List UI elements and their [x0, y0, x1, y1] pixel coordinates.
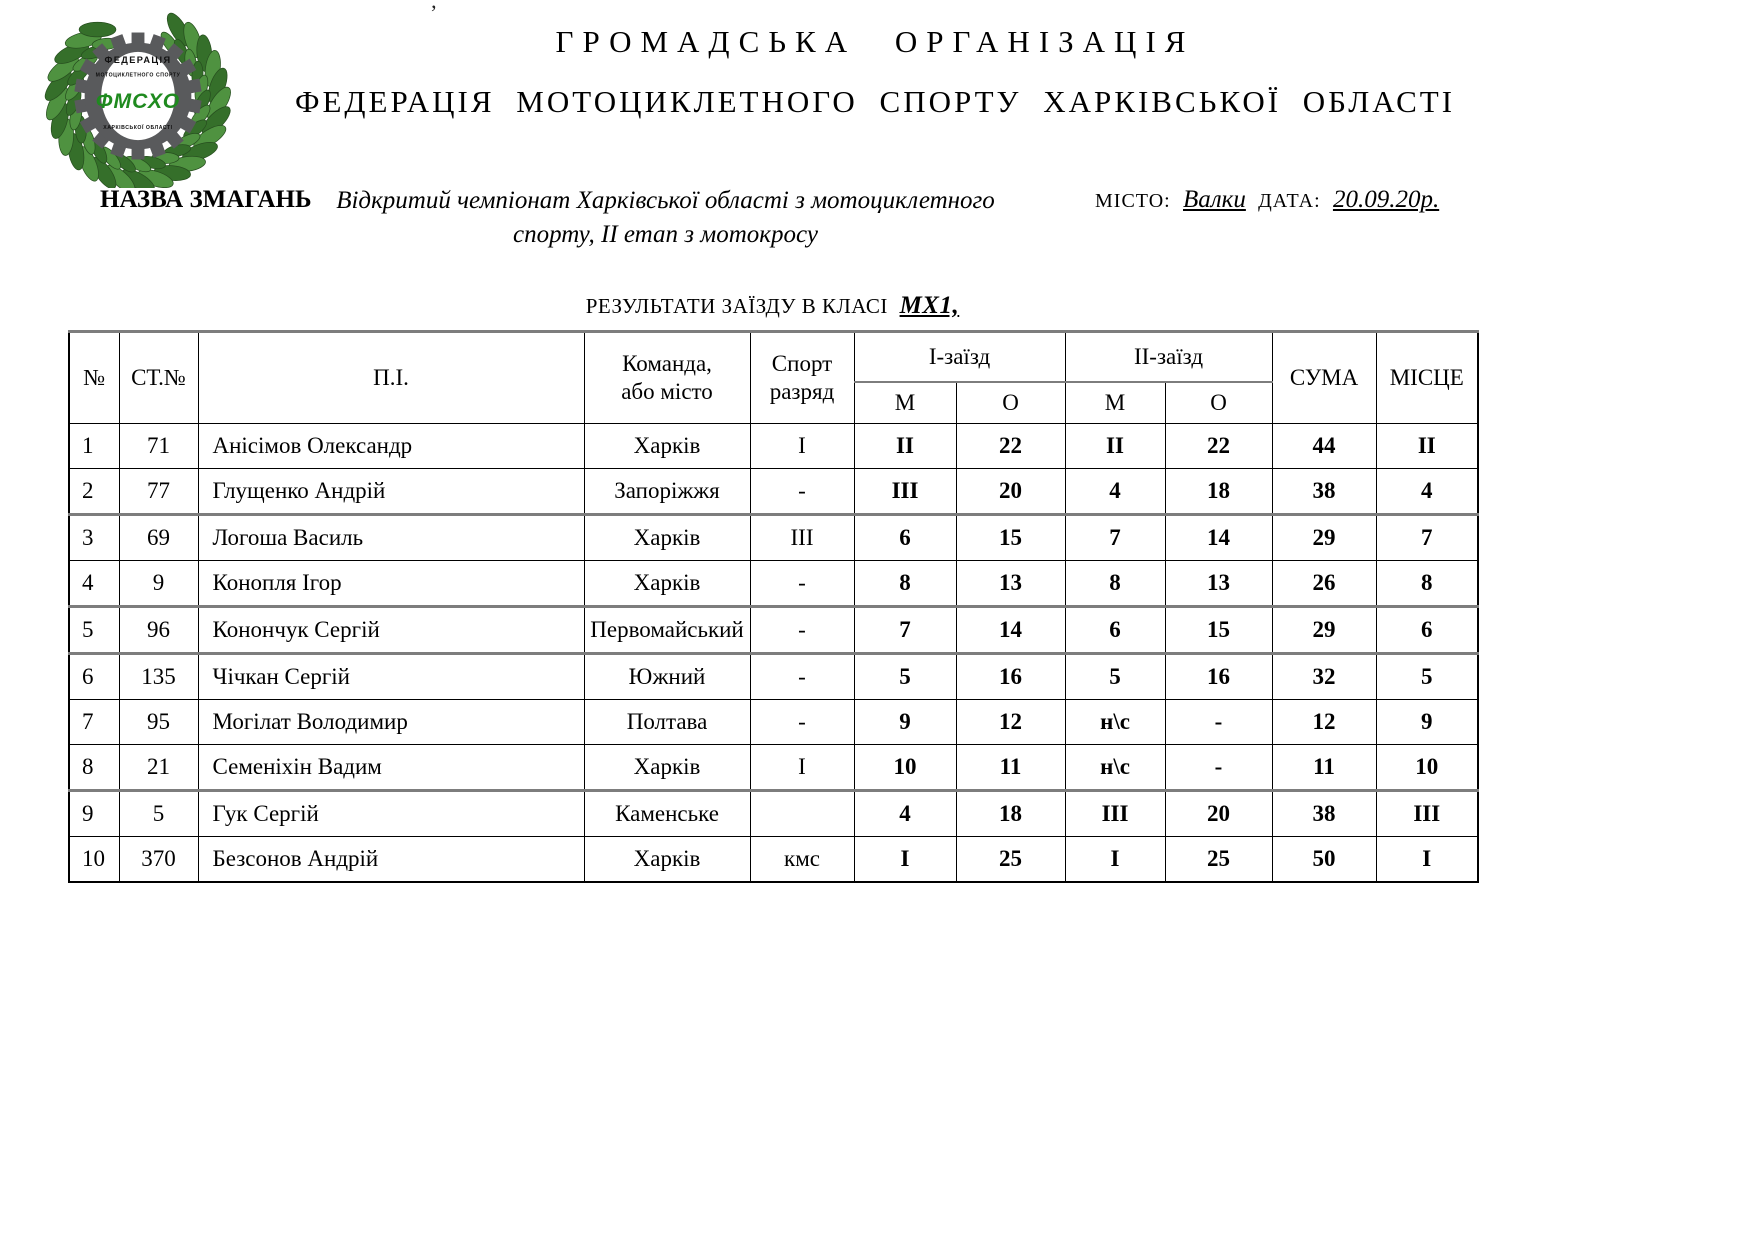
cell-name: Конопля Ігор [198, 561, 584, 607]
cell-sum: 50 [1272, 837, 1376, 883]
cell-start-number: 5 [119, 791, 198, 837]
cell-race2-o: - [1165, 700, 1272, 745]
cell-rank: І [750, 745, 854, 791]
cell-name: Семеніхін Вадим [198, 745, 584, 791]
cell-sum: 32 [1272, 654, 1376, 700]
cell-team: Южний [584, 654, 750, 700]
cell-place: 4 [1376, 469, 1478, 515]
competition-name-line2: спорту, ІІ етап з мотокросу [512, 221, 819, 248]
col-race2-o-header: О [1165, 382, 1272, 424]
cell-race1-m: 6 [854, 515, 956, 561]
cell-race1-o: 25 [956, 837, 1065, 883]
cell-name: Могілат Володимир [198, 700, 584, 745]
cell-start-number: 9 [119, 561, 198, 607]
cell-race1-m: 4 [854, 791, 956, 837]
cell-race1-m: 9 [854, 700, 956, 745]
col-team-header-line2: або місто [621, 379, 713, 404]
cell-race2-m: н\с [1065, 700, 1165, 745]
cell-race2-m: 7 [1065, 515, 1165, 561]
cell-rank: кмс [750, 837, 854, 883]
cell-start-number: 69 [119, 515, 198, 561]
logo-bottom-line: ХАРКІВСЬКОЇ ОБЛАСТІ [103, 125, 173, 132]
table-row [69, 745, 1478, 791]
cell-race1-o: 11 [956, 745, 1065, 791]
cell-num: 5 [69, 607, 119, 654]
table-row [69, 469, 1478, 515]
cell-rank: - [750, 654, 854, 700]
cell-sum: 29 [1272, 607, 1376, 654]
cell-team: Харків [584, 424, 750, 469]
cell-place: ІІ [1376, 424, 1478, 469]
cell-place: ІІІ [1376, 791, 1478, 837]
results-table-body [69, 424, 1478, 883]
cell-sum: 38 [1272, 791, 1376, 837]
cell-race1-o: 20 [956, 469, 1065, 515]
cell-race2-o: 20 [1165, 791, 1272, 837]
cell-race2-o: 22 [1165, 424, 1272, 469]
results-class-name: МХ1, [899, 292, 960, 319]
cell-num: 2 [69, 469, 119, 515]
federation-logo-svg [42, 4, 234, 188]
cell-race1-m: ІІ [854, 424, 956, 469]
cell-num: 10 [69, 837, 119, 883]
cell-start-number: 77 [119, 469, 198, 515]
cell-race2-m: н\с [1065, 745, 1165, 791]
cell-race1-o: 22 [956, 424, 1065, 469]
cell-rank: І [750, 424, 854, 469]
cell-name: Глущенко Андрій [198, 469, 584, 515]
col-rank-header-line1: Спорт [771, 351, 833, 376]
cell-name: Гук Сергій [198, 791, 584, 837]
logo-top-line: ФЕДЕРАЦІЯ [104, 54, 172, 65]
logo-acronym: ФМСХО [95, 89, 181, 113]
table-row [69, 424, 1478, 469]
cell-place: 8 [1376, 561, 1478, 607]
cell-team: Харків [584, 561, 750, 607]
cell-place: 6 [1376, 607, 1478, 654]
cell-name: Чічкан Сергій [198, 654, 584, 700]
col-team-header-line1: Команда, [622, 351, 712, 376]
table-row [69, 654, 1478, 700]
city-label: МІСТО: [1095, 190, 1171, 212]
col-rank-header-line2: разряд [769, 379, 835, 404]
col-race2-m-header: М [1065, 382, 1165, 424]
table-row [69, 700, 1478, 745]
cell-race1-m: І [854, 837, 956, 883]
cell-race1-o: 13 [956, 561, 1065, 607]
competition-name-line1: Відкритий чемпіонат Харківської області з мотоциклетного [336, 187, 995, 214]
stray-scan-mark: ’ [430, 0, 438, 25]
cell-race2-m: І [1065, 837, 1165, 883]
cell-team: Харків [584, 837, 750, 883]
city-date-block [1095, 186, 1445, 214]
cell-start-number: 96 [119, 607, 198, 654]
date-label: ДАТА: [1258, 190, 1321, 212]
results-table [68, 330, 1479, 883]
org-type-heading: ГРОМАДСЬКА ОРГАНІЗАЦІЯ [555, 24, 1195, 59]
col-race1-o-header: О [956, 382, 1065, 424]
logo-mid-line: МОТОЦИКЛЕТНОГО СПОРТУ [95, 72, 181, 79]
cell-place: 10 [1376, 745, 1478, 791]
table-row [69, 791, 1478, 837]
org-header [240, 24, 1510, 120]
cell-name: Безсонов Андрій [198, 837, 584, 883]
cell-rank: - [750, 700, 854, 745]
cell-race1-m: 10 [854, 745, 956, 791]
col-race2-header: ІІ-заїзд [1065, 332, 1272, 383]
cell-race1-o: 16 [956, 654, 1065, 700]
cell-race2-o: - [1165, 745, 1272, 791]
cell-team: Запоріжжя [584, 469, 750, 515]
col-team-header [584, 332, 750, 424]
cell-sum: 38 [1272, 469, 1376, 515]
cell-place: 5 [1376, 654, 1478, 700]
cell-race2-o: 14 [1165, 515, 1272, 561]
cell-race2-m: 4 [1065, 469, 1165, 515]
col-race1-header: І-заїзд [854, 332, 1065, 383]
cell-race2-m: 6 [1065, 607, 1165, 654]
cell-race2-m: 8 [1065, 561, 1165, 607]
cell-race1-m: 8 [854, 561, 956, 607]
table-row [69, 837, 1478, 883]
cell-num: 6 [69, 654, 119, 700]
city-value: Валки [1183, 186, 1246, 213]
cell-rank [750, 791, 854, 837]
col-start-number-header: СТ.№ [119, 332, 198, 424]
cell-name: Конончук Сергій [198, 607, 584, 654]
cell-name: Анісімов Олександр [198, 424, 584, 469]
cell-start-number: 95 [119, 700, 198, 745]
cell-num: 8 [69, 745, 119, 791]
cell-race1-m: 5 [854, 654, 956, 700]
cell-name: Логоша Василь [198, 515, 584, 561]
cell-race1-m: 7 [854, 607, 956, 654]
cell-rank: - [750, 561, 854, 607]
cell-sum: 12 [1272, 700, 1376, 745]
cell-start-number: 370 [119, 837, 198, 883]
col-place-header: МІСЦЕ [1376, 332, 1478, 424]
cell-num: 4 [69, 561, 119, 607]
date-value: 20.09.20р. [1332, 186, 1440, 213]
federation-logo [42, 4, 234, 188]
col-rank-header [750, 332, 854, 424]
cell-start-number: 21 [119, 745, 198, 791]
cell-race1-o: 12 [956, 700, 1065, 745]
cell-num: 1 [69, 424, 119, 469]
cell-team: Харків [584, 745, 750, 791]
cell-team: Каменське [584, 791, 750, 837]
cell-race2-o: 16 [1165, 654, 1272, 700]
col-sum-header: СУМА [1272, 332, 1376, 424]
cell-race2-o: 15 [1165, 607, 1272, 654]
cell-team: Полтава [584, 700, 750, 745]
cell-race2-m: ІІ [1065, 424, 1165, 469]
cell-num: 7 [69, 700, 119, 745]
cell-sum: 44 [1272, 424, 1376, 469]
cell-race2-o: 25 [1165, 837, 1272, 883]
cell-sum: 26 [1272, 561, 1376, 607]
cell-start-number: 71 [119, 424, 198, 469]
competition-name [318, 184, 1013, 252]
cell-sum: 29 [1272, 515, 1376, 561]
cell-race2-m: 5 [1065, 654, 1165, 700]
col-name-header: П.І. [198, 332, 584, 424]
cell-place: 7 [1376, 515, 1478, 561]
cell-race1-m: ІІІ [854, 469, 956, 515]
cell-start-number: 135 [119, 654, 198, 700]
cell-place: І [1376, 837, 1478, 883]
table-row [69, 607, 1478, 654]
cell-num: 9 [69, 791, 119, 837]
cell-num: 3 [69, 515, 119, 561]
col-race1-m-header: М [854, 382, 956, 424]
org-name-heading: ФЕДЕРАЦІЯ МОТОЦИКЛЕТНОГО СПОРТУ ХАРКІВСЬКОЇ ОБЛАСТІ [294, 84, 1456, 119]
results-title [68, 292, 1477, 320]
cell-race2-o: 13 [1165, 561, 1272, 607]
cell-sum: 11 [1272, 745, 1376, 791]
cell-race1-o: 14 [956, 607, 1065, 654]
cell-race2-o: 18 [1165, 469, 1272, 515]
table-row [69, 515, 1478, 561]
col-num-header: № [69, 332, 119, 424]
results-title-prefix: РЕЗУЛЬТАТИ ЗАЇЗДУ В КЛАСІ [585, 294, 888, 318]
cell-race1-o: 18 [956, 791, 1065, 837]
cell-rank: ІІІ [750, 515, 854, 561]
cell-race1-o: 15 [956, 515, 1065, 561]
cell-rank: - [750, 469, 854, 515]
cell-place: 9 [1376, 700, 1478, 745]
table-row [69, 561, 1478, 607]
cell-team: Первомайський [584, 607, 750, 654]
cell-team: Харків [584, 515, 750, 561]
cell-rank: - [750, 607, 854, 654]
cell-race2-m: ІІІ [1065, 791, 1165, 837]
competition-name-label: НАЗВА ЗМАГАНЬ [100, 186, 312, 213]
